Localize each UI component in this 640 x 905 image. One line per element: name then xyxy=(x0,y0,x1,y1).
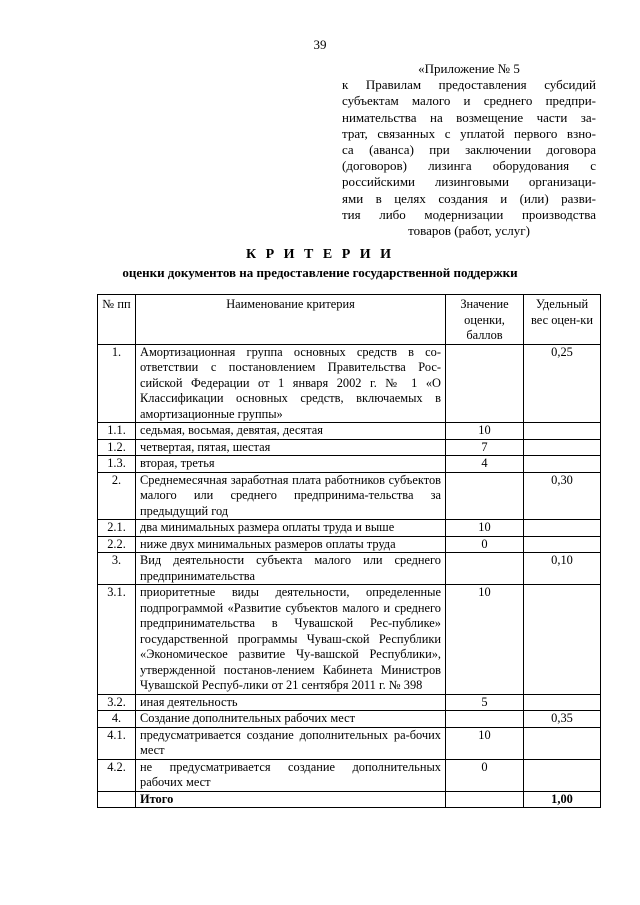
page-number: 39 xyxy=(313,37,327,52)
row-num: 1.1. xyxy=(98,423,136,440)
row-score xyxy=(446,344,524,423)
appendix-block xyxy=(342,61,596,239)
row-weight xyxy=(524,456,601,473)
row-num: 2.1. xyxy=(98,520,136,537)
row-name: Создание дополнительных рабочих мест xyxy=(136,711,446,728)
appendix-line: российскими лизинговыми организаци- xyxy=(342,174,596,190)
table-row xyxy=(98,472,601,520)
row-num: 2. xyxy=(98,472,136,520)
document-subtitle: оценки документов на предоставление государственной поддержки xyxy=(122,265,518,280)
row-weight xyxy=(524,439,601,456)
table-row xyxy=(98,456,601,473)
table-row xyxy=(98,727,601,759)
header-score: Значение оценки, баллов xyxy=(446,295,524,345)
table-row xyxy=(98,711,601,728)
appendix-line: субъектам малого и среднего предпри- xyxy=(342,93,596,109)
header-weight: Удельный вес оцен-ки xyxy=(524,295,601,345)
table-row xyxy=(98,553,601,585)
row-score: 7 xyxy=(446,439,524,456)
appendix-title: «Приложение № 5 xyxy=(418,61,520,76)
row-weight xyxy=(524,585,601,695)
total-label: Итого xyxy=(136,791,446,808)
row-num: 4.1. xyxy=(98,727,136,759)
row-name: седьмая, восьмая, девятая, десятая xyxy=(136,423,446,440)
table-row xyxy=(98,759,601,791)
header-num: № пп xyxy=(98,295,136,345)
row-num: 3.1. xyxy=(98,585,136,695)
row-score: 10 xyxy=(446,727,524,759)
total-weight: 1,00 xyxy=(524,791,601,808)
row-weight xyxy=(524,759,601,791)
appendix-line: са (аванса) при заключении договора xyxy=(342,142,596,158)
row-num: 2.2. xyxy=(98,536,136,553)
row-name: ниже двух минимальных размеров оплаты труда xyxy=(136,536,446,553)
row-num: 4.2. xyxy=(98,759,136,791)
row-score: 0 xyxy=(446,536,524,553)
row-num: 3. xyxy=(98,553,136,585)
row-score xyxy=(446,553,524,585)
table-row xyxy=(98,344,601,423)
row-weight xyxy=(524,727,601,759)
appendix-line: к Правилам предоставления субсидий xyxy=(342,77,596,93)
appendix-line: ями в целях создания и (или) разви- xyxy=(342,190,596,206)
row-num: 1. xyxy=(98,344,136,423)
appendix-line: тия либо модернизации производства xyxy=(342,206,596,222)
table-row xyxy=(98,536,601,553)
row-name: четвертая, пятая, шестая xyxy=(136,439,446,456)
row-name: Среднемесячная заработная плата работников субъектов малого или среднего предпринима-тельства за предыдущий год xyxy=(136,472,446,520)
row-score: 5 xyxy=(446,694,524,711)
document-title: К Р И Т Е Р И И xyxy=(245,247,395,262)
table-row xyxy=(98,520,601,537)
row-weight xyxy=(524,694,601,711)
row-num: 3.2. xyxy=(98,694,136,711)
total-num xyxy=(98,791,136,808)
row-name: Амортизационная группа основных средств в со-ответствии с постановлением Правительства Рос-сийской Федерации от 1 января 2002 г. № 1 «О Классификации основных средств, включаемых в амортизационные группы» xyxy=(136,344,446,423)
row-weight: 0,30 xyxy=(524,472,601,520)
appendix-line: товаров (работ, услуг) xyxy=(408,223,530,239)
criteria-table xyxy=(97,294,601,808)
total-score xyxy=(446,791,524,808)
row-name: не предусматривается создание дополнительных рабочих мест xyxy=(136,759,446,791)
row-name: приоритетные виды деятельности, определенные подпрограммой «Развитие субъектов малого и среднего предпринимательства в Чувашской Рес-публике» государственной программы Чуваш-ской Республики «Экономическое развитие Чу-вашской Республики», утвержденной постанов-лением Кабинета Министров Чувашской Респуб-лики от 21 сентября 2011 г. № 398 xyxy=(136,585,446,695)
row-weight: 0,35 xyxy=(524,711,601,728)
row-weight xyxy=(524,536,601,553)
appendix-line: нимательства на возмещение части за- xyxy=(342,109,596,125)
appendix-line: (договоров) лизинга оборудования с xyxy=(342,158,596,174)
row-name: предусматривается создание дополнительных ра-бочих мест xyxy=(136,727,446,759)
row-weight: 0,10 xyxy=(524,553,601,585)
table-row xyxy=(98,585,601,695)
row-score: 10 xyxy=(446,585,524,695)
row-name: иная деятельность xyxy=(136,694,446,711)
row-score: 10 xyxy=(446,423,524,440)
header-name: Наименование критерия xyxy=(136,295,446,345)
row-name: два минимальных размера оплаты труда и выше xyxy=(136,520,446,537)
table-header-row xyxy=(98,295,601,345)
row-score: 0 xyxy=(446,759,524,791)
table-row xyxy=(98,439,601,456)
appendix-line: трат, связанных с уплатой первого взно- xyxy=(342,125,596,141)
row-score: 10 xyxy=(446,520,524,537)
row-num: 1.3. xyxy=(98,456,136,473)
table-row xyxy=(98,694,601,711)
table-row xyxy=(98,423,601,440)
row-name: вторая, третья xyxy=(136,456,446,473)
row-score: 4 xyxy=(446,456,524,473)
row-name: Вид деятельности субъекта малого или среднего предпринимательства xyxy=(136,553,446,585)
row-score xyxy=(446,472,524,520)
total-row xyxy=(98,791,601,808)
row-score xyxy=(446,711,524,728)
row-num: 4. xyxy=(98,711,136,728)
row-num: 1.2. xyxy=(98,439,136,456)
row-weight xyxy=(524,423,601,440)
row-weight: 0,25 xyxy=(524,344,601,423)
row-weight xyxy=(524,520,601,537)
